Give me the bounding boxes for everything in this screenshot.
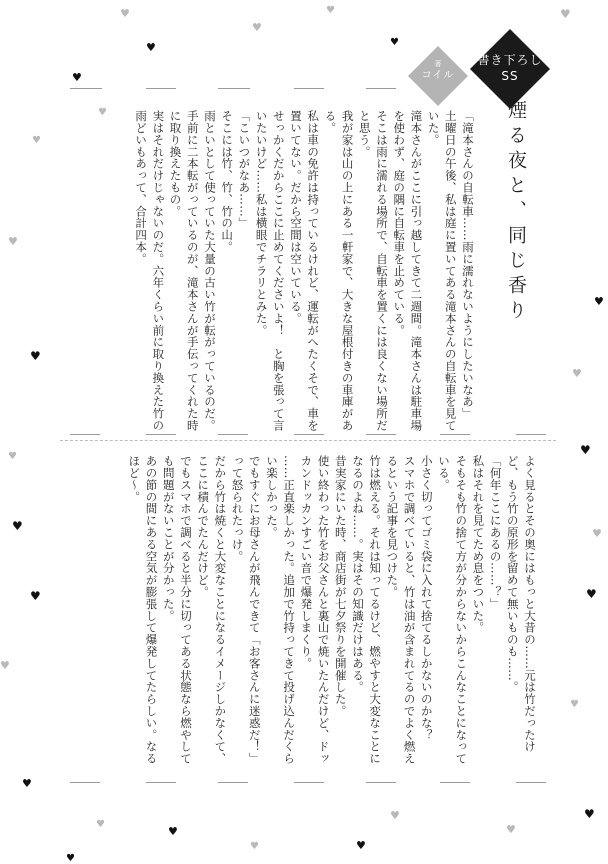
column-rule [366,434,396,435]
heart-icon: ♥ [32,135,41,146]
paragraph: 土曜日の午後、私は庭に置いてある滝本さんの自転車を見ていた。 [426,110,458,432]
column-rule [294,434,324,435]
column-rule [146,88,176,89]
column-rule [294,88,324,89]
paragraph: 我が家は山の上にある一軒家で、大きな屋根付きの車庫がある。 [323,110,355,432]
column-rule [516,782,546,783]
author-label: 著 [434,60,442,68]
heart-icon: ♥ [30,349,41,363]
heart-icon: ♥ [120,7,130,20]
paragraph: 「何年ここにあるの……？」 [488,455,503,610]
heart-icon: ♥ [30,589,41,603]
paragraph: そこは雨に濡れる場所で、自転車を置くには良くない場所だと思う。 [357,110,389,432]
heart-icon: ♥ [586,587,597,601]
paragraph: そこには竹、竹、竹の山。 [220,110,235,253]
paragraph: だから竹は焼くと大変なことになるイメージしかなくて、ここに積んでたんだけど。 [196,455,228,765]
heart-icon: ♥ [570,699,579,710]
paragraph: 小さく切ってゴミ袋に入れて捨てるしかないのかな？ [419,455,434,741]
heart-icon: ♥ [390,37,399,48]
heart-icon: ♥ [8,235,18,248]
heart-icon: ♥ [560,7,571,21]
heart-icon: ♥ [96,819,105,830]
paragraph: 雨といとして使っていた大量の古い竹が転がっているのだ。手前に二本転がっているのが、滝本さんが手伝ってくれた時に取り換えたもの。 [168,110,217,432]
heart-icon: ♥ [594,295,604,308]
column-rule [218,434,248,435]
column-rule [70,782,100,783]
column-rule [146,434,176,435]
heart-icon: ♥ [22,777,32,790]
paragraph: よく見るとその奥にはもっと大昔の……元は竹だったけど、もう竹の原形を留めて無いものも……。 [505,455,537,753]
column-rule [440,434,470,435]
paragraph: 使い終わった竹をお父さんと裏山で焼いたんだけど、ドッカンドッカンすごい音で爆発しまくり。 [299,455,331,765]
column-rule [70,434,100,435]
column-rule [294,782,324,783]
paragraph: 昔実家にいた時、商店街が七夕祭りを開催した。 [333,455,348,717]
paragraph: 「こいつがなあ……」 [237,110,252,229]
section-label: 書き下ろし [477,53,543,67]
paragraph: 竹は燃える。それは知ってるけど、燃やすと大変なことになるのよね……。実はその知識だけはある。 [350,455,383,765]
column-rule [218,88,250,89]
paragraph: 私はそれを見てため息をついた。 [471,455,486,634]
column-rule [218,782,248,783]
column-rule [366,782,396,783]
heart-icon: ♥ [584,807,595,821]
heart-icon: ♥ [250,841,259,852]
heart-icon: ♥ [356,839,366,852]
paragraph: スマホで調べていると、竹は油が含まれてるのでよく燃えるという記事を見つけた。 [385,455,417,765]
heart-icon: ♥ [580,443,591,457]
paragraph: ……正直楽しかった。追加で竹持ってきて投げ込んだくらい楽しかった。 [264,455,297,765]
paragraph: 「滝本さんの自転車……雨に濡れないようにしたいなあ」 [461,110,475,420]
section-divider [60,440,556,441]
heart-icon: ♥ [146,41,156,54]
paragraph: 滝本さんがここに引っ越してきて二週間。滝本さんは駐車場を使わず、庭の隅に自転車を止めている。 [392,110,424,432]
heart-icon: ♥ [12,519,23,533]
paragraph: 私は車の免許は持っているけれど、運転がへたくそで、車を置いてない。だから空間は空いている。 [288,110,321,432]
paragraph: あの節の間にある空気が膨張して爆発してたらしい。なるほど～。 [127,455,159,765]
heart-icon: ♥ [66,853,75,864]
heart-icon: ♥ [592,527,602,540]
heart-icon: ♥ [72,71,82,84]
heart-icon: ♥ [8,451,17,462]
story-title: 煙る夜と、同じ香り [505,100,527,325]
author-name: コイル [421,70,455,81]
body-text-upper [132,110,476,432]
heart-icon: ♥ [0,659,10,672]
section-sublabel: SS [501,69,519,83]
heart-icon: ♥ [326,5,335,16]
paragraph: でもすぐにお母さんが飛んできて「お客さんに迷惑だ！」って怒られたっけ。 [230,455,262,765]
paragraph: せっかくだからここに止めてくださいよ！ と胸を張って言いたいけど……私は横眼でチラリとみた。 [254,110,286,432]
heart-icon: ♥ [252,21,262,34]
heart-icon: ♥ [98,107,107,118]
column-rule [516,434,546,435]
column-rule [366,88,396,89]
heart-icon: ♥ [390,809,400,822]
heart-icon: ♥ [572,367,582,380]
heart-icon: ♥ [506,823,516,836]
paragraph: でもスマホで調べると半分に切ってある状態なら燃やしても問題がないことが分かった。 [161,455,193,765]
column-rule [440,782,470,783]
body-text-lower [125,455,538,773]
paragraph: そもそも竹の捨て方が分からないからこんなことになっている。 [436,455,469,765]
column-rule [70,88,102,89]
column-rule [146,782,176,783]
paragraph: 実はそれだけじゃないのだ。六年くらい前に取り換えた竹の雨どいもあって、合計四本。 [134,110,166,432]
heart-icon: ♥ [168,825,178,838]
